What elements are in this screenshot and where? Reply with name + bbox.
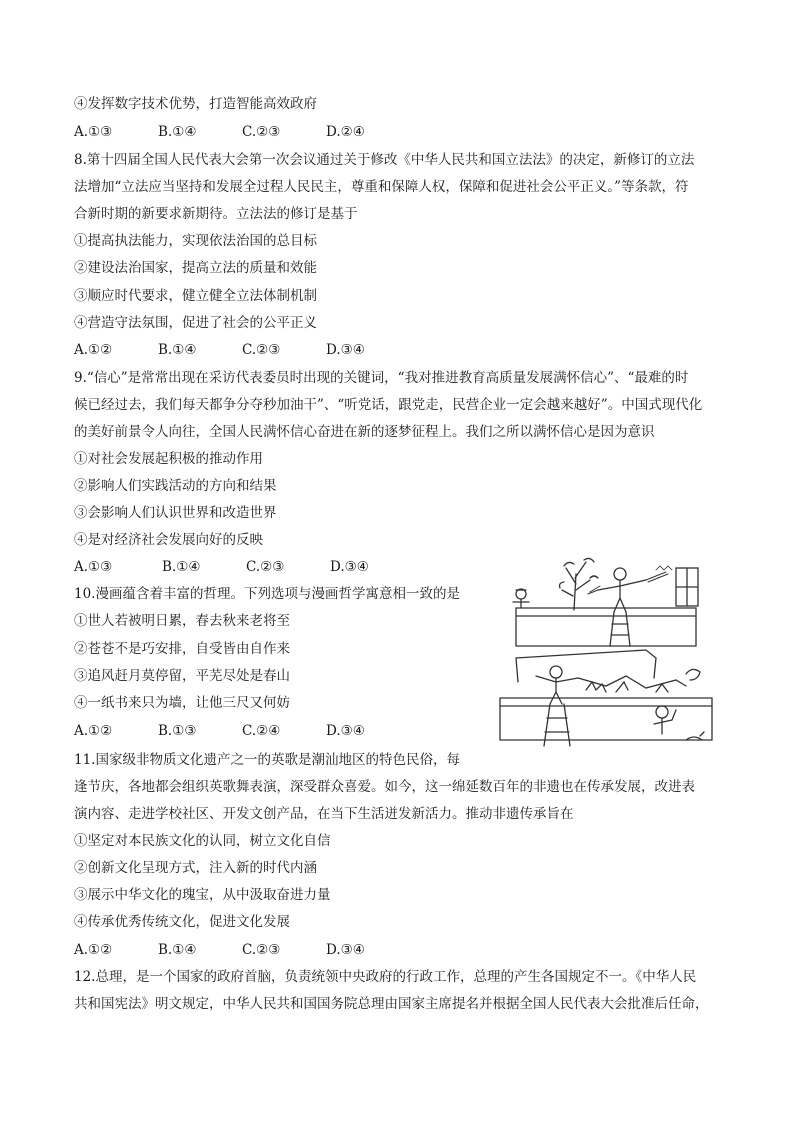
q11-stem-line-1: 11.国家级非物质文化遗产之一的英歌是潮汕地区的特色民俗，每: [74, 752, 460, 768]
q7-option-d[interactable]: D.②④: [326, 124, 365, 140]
q8-stem-line-3: 合新时期的新要求新期待。立法法的修订是基于: [74, 206, 358, 222]
q10-option-c[interactable]: C.②④: [242, 723, 281, 739]
q9-options: [74, 557, 369, 577]
q10-options: [74, 721, 365, 741]
q10-item-1: ①世人若被明日累，春去秋来老将至: [74, 613, 290, 629]
q11-options: [74, 940, 365, 960]
q11-option-d[interactable]: D.③④: [326, 942, 365, 958]
q7-options: [74, 122, 365, 142]
q11-item-4: ④传承优秀传统文化，促进文化发展: [74, 914, 290, 930]
q8-option-a[interactable]: A.①②: [74, 342, 113, 358]
q12-stem-line-1: 12.总理，是一个国家的政府首脑，负责统领中央政府的行政工作，总理的产生各国规定不一。《中华人民: [74, 969, 697, 985]
q8-item-1: ①提高执法能力，实现依法治国的总目标: [74, 233, 317, 249]
q8-option-c[interactable]: C.②③: [242, 342, 281, 358]
q11-option-b[interactable]: B.①④: [158, 942, 197, 958]
q9-stem-line-2: 候已经过去，我们每天都争分夺秒加油干”、“听党话，跟党走，民营企业一定会越来越好”。中国式现代化: [74, 397, 703, 413]
q7-option-b[interactable]: B.①④: [158, 124, 197, 140]
q8-stem-line-1: 8.第十四届全国人民代表大会第一次会议通过关于修改《中华人民共和国立法法》的决定，新修订的立法: [74, 152, 695, 168]
q10-option-a[interactable]: A.①②: [74, 723, 113, 739]
cartoon-bottom-panel: [500, 650, 712, 746]
q11-stem-line-2: 逢节庆，各地都会组织英歌舞表演，深受群众喜爱。如今，这一绵延数百年的非遗也在传承发展，改进表: [74, 779, 695, 795]
q7-item-4: ④发挥数字技术优势，打造智能高效政府: [74, 96, 317, 112]
q8-item-2: ②建设法治国家，提高立法的质量和效能: [74, 260, 317, 276]
q11-item-2: ②创新文化呈现方式，注入新的时代内涵: [74, 860, 317, 876]
q9-item-3: ③会影响人们认识世界和改造世界: [74, 505, 277, 521]
q8-option-b[interactable]: B.①④: [158, 342, 197, 358]
q8-option-d[interactable]: D.③④: [326, 342, 365, 358]
cartoon-top-panel: [513, 558, 698, 646]
q11-item-1: ①坚定对本民族文化的认同，树立文化自信: [74, 833, 331, 849]
q9-item-4: ④是对经济社会发展向好的反映: [74, 532, 263, 548]
q10-item-3: ③追风赶月莫停留，平芜尽处是春山: [74, 668, 290, 684]
q7-option-a[interactable]: A.①③: [74, 124, 113, 140]
q8-item-3: ③顺应时代要求，健立健全立法体制机制: [74, 288, 317, 304]
q9-item-1: ①对社会发展起积极的推动作用: [74, 451, 263, 467]
q11-option-c[interactable]: C.②③: [242, 942, 281, 958]
q11-option-a[interactable]: A.①②: [74, 942, 113, 958]
q10-option-d[interactable]: D.③④: [326, 723, 365, 739]
q10-item-4: ④一纸书来只为墙，让他三尺又何妨: [74, 695, 290, 711]
q10-option-b[interactable]: B.①③: [158, 723, 197, 739]
q11-stem-line-3: 演内容、走进学校社区、开发文创产品，在当下生活迸发新活力。推动非遗传承旨在: [74, 806, 574, 822]
cartoon-illustration: [486, 550, 722, 752]
q11-item-3: ③展示中华文化的瑰宝，从中汲取奋进力量: [74, 887, 331, 903]
q8-options: [74, 340, 365, 360]
q9-stem-line-1: 9.“信心”是常常出现在采访代表委员时出现的关键词，“我对推进教育高质量发展满怀信心”、“最难的时: [74, 370, 689, 386]
q12-stem-line-2: 共和国宪法》明文规定，中华人民共和国国务院总理由国家主席提名并根据全国人民代表大会批准后任命，: [74, 996, 709, 1012]
q9-option-d[interactable]: D.③④: [330, 559, 369, 575]
q9-option-a[interactable]: A.①③: [74, 559, 113, 575]
q8-stem-line-2: 法增加“立法应当坚持和发展全过程人民民主，尊重和保障人权，保障和促进社会公平正义。”等条款，符: [74, 179, 689, 195]
q9-option-c[interactable]: C.②③: [246, 559, 285, 575]
q10-stem: 10.漫画蕴含着丰富的哲理。下列选项与漫画哲学寓意相一致的是: [74, 586, 460, 602]
q10-item-2: ②苍苍不是巧安排，自受皆由自作来: [74, 641, 290, 657]
q7-option-c[interactable]: C.②③: [242, 124, 281, 140]
q8-item-4: ④营造守法氛围，促进了社会的公平正义: [74, 315, 317, 331]
q9-option-b[interactable]: B.①④: [162, 559, 201, 575]
q9-stem-line-3: 的美好前景令人向往，全国人民满怀信心奋进在新的逐梦征程上。我们之所以满怀信心是因为意识: [74, 424, 655, 440]
q9-item-2: ②影响人们实践活动的方向和结果: [74, 478, 277, 494]
